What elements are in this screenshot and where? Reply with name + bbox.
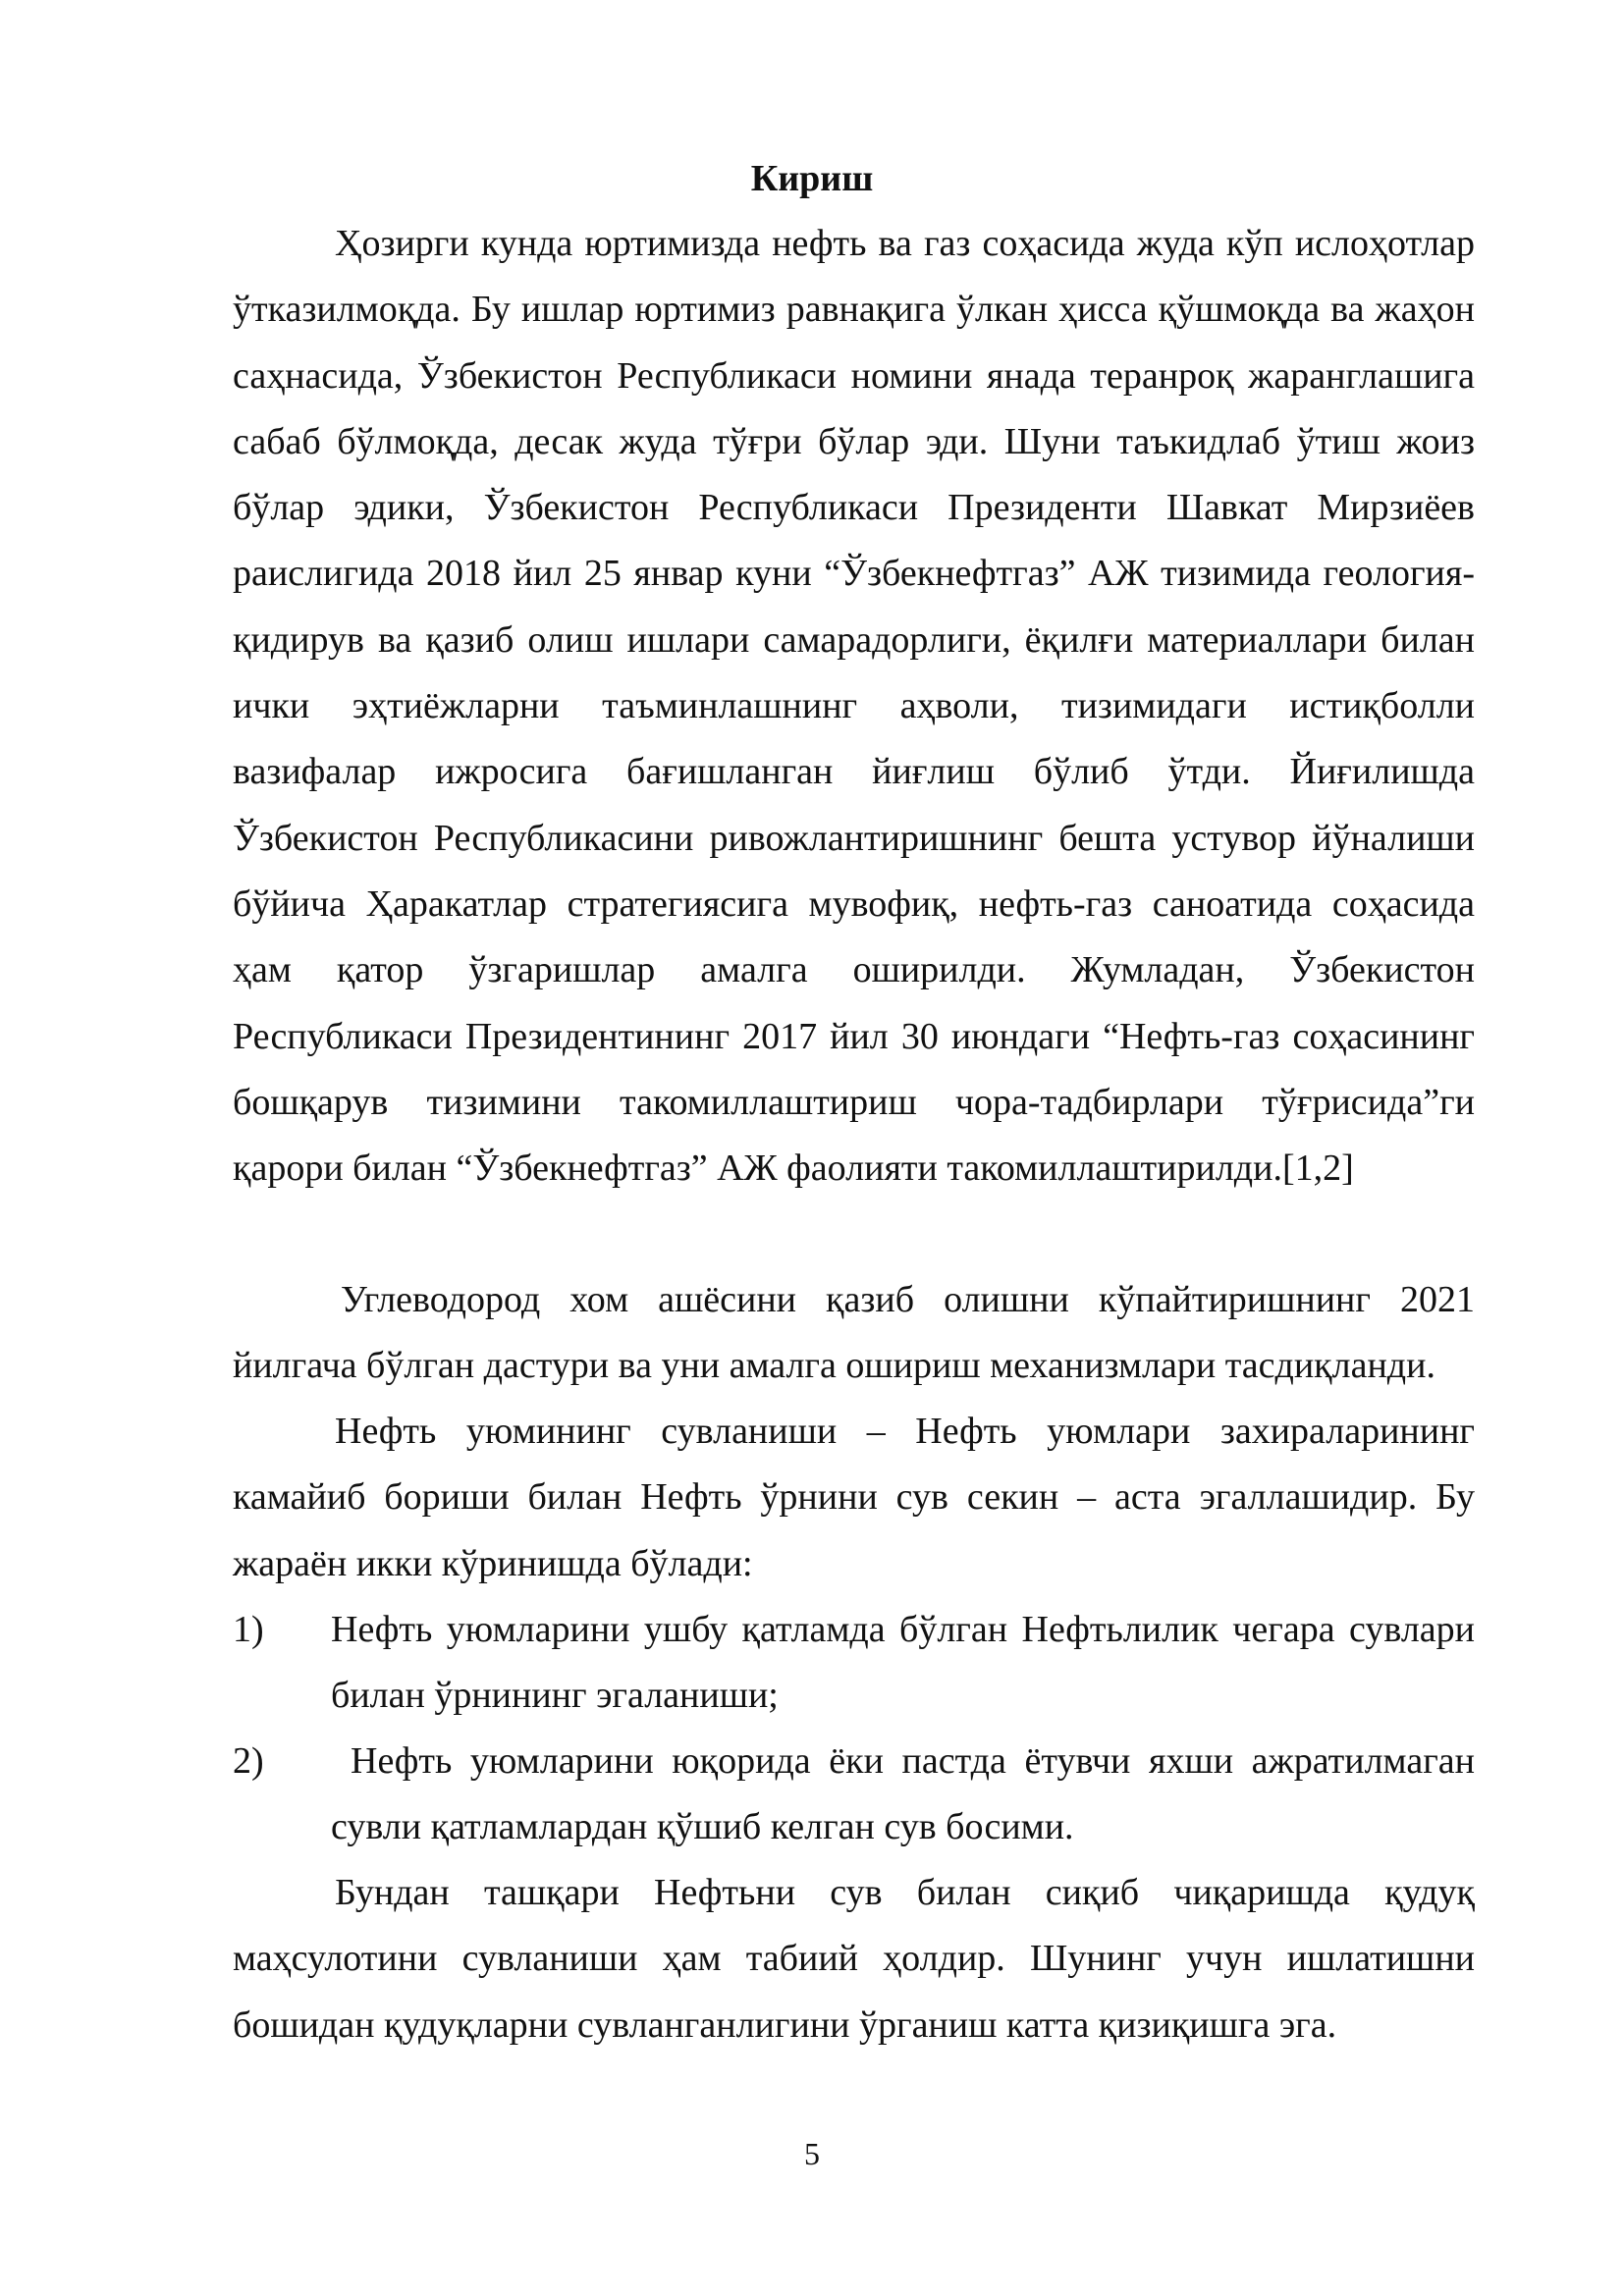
list-item-text: Нефть уюмларини юқорида ёки пастда ётувчи яхши ажратилмаган сувли қатламлардан қўшиб келган сув босими. <box>331 1740 1475 1848</box>
list-item-number: 1) <box>233 1609 264 1650</box>
paragraph-intro: Ҳозирги кунда юртимизда нефть ва газ соҳасида жуда кўп ислоҳотлар ўтказилмоқда. Бу ишлар юртимиз равнақига ўлкан ҳисса қўшмоқда ва жаҳон саҳнасида, Ўзбекистон Республикаси номини янада теранроқ жаранглашига сабаб бўлмоқда, десак жуда тўғри бўлар эди. Шуни таъкидлаб ўтиш жоиз бўлар эдики, Ўзбекистон Республикаси Президенти Шавкат Мирзиёев раислигида 2018 йил 25 январ куни “Ўзбекнефтгаз” АЖ тизимида геология-қидирув ва қазиб олиш ишлари самарадорлиги, ёқилғи материаллари билан ички эҳтиёжларни таъминлашнинг аҳволи, тизимидаги истиқболли вазифалар ижросига бағишланган йиғлиш бўлиб ўтди. Йиғилишда Ўзбекистон Республикасини ривожлантиришнинг бешта устувор йўналиши бўйича Ҳаракатлар стратегиясига мувофиқ, нефть-газ саноатида соҳасида ҳам қатор ўзгаришлар амалга оширилди. Жумладан, Ўзбекистон Республикаси Президентининг 2017 йил 30 июндаги “Нефть-газ соҳасининг бошқарув тизимини такомиллаштириш чора-тадбирлари тўғрисида”ги қарори билан “Ўзбекнефтгаз” АЖ фаолияти такомиллаштирилди.[1,2] <box>233 223 1475 1190</box>
paragraph-watering: Нефть уюмининг сувланиши – Нефть уюмлари захираларининг камайиб бориши билан Нефть ўрнини сув секин – аста эгаллашидир. Бу жараён икки кўринишда бўлади: <box>233 1411 1475 1584</box>
list-item-number: 2) <box>233 1740 264 1782</box>
list-item-text: Нефть уюмларини ушбу қатламда бўлган Нефтьлилик чегара сувлари билан ўрнининг эгаланиши; <box>331 1609 1475 1717</box>
paragraph-hydrocarbon: Углеводород хом ашёсини қазиб олишни кўпайтиришнинг 2021 йилгача бўлган дастури ва уни амалга ошириш механизмлари тасдиқланди. <box>233 1279 1475 1387</box>
page-number: 5 <box>804 2136 820 2171</box>
list-item <box>233 1597 1475 1730</box>
page-title: Кириш <box>750 158 874 199</box>
paragraph-closing: Бундан ташқари Нефтьни сув билан сиқиб чиқаришда қудуқ маҳсулотини сувланиши ҳам табиий ҳолдир. Шунинг учун ишлатишни бошидан қудуқларни сувланганлигини ўрганиш катта қизиқишга эга. <box>233 1872 1475 2046</box>
list-item <box>233 1729 1475 1861</box>
